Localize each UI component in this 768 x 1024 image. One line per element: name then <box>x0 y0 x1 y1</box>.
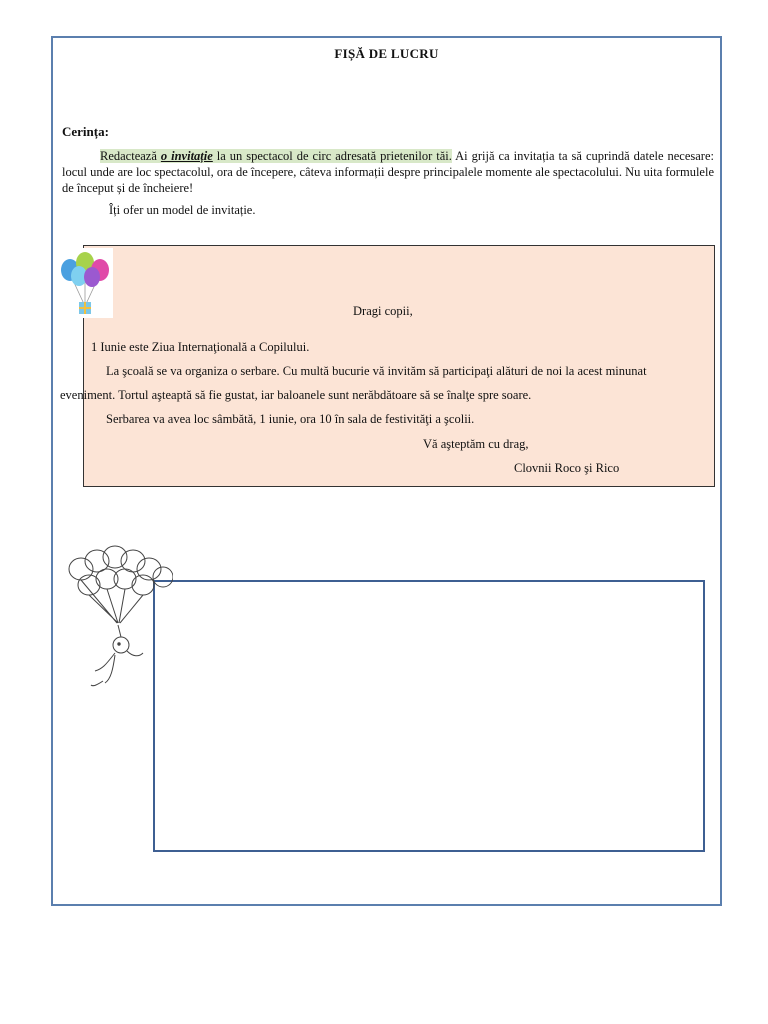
invitation-closing: Vă aşteptăm cu drag, <box>423 437 529 451</box>
worksheet-frame <box>51 36 722 906</box>
task-highlight <box>100 149 452 163</box>
task-emphasis: o invitație <box>160 149 213 163</box>
invitation-greeting: Dragi copii, <box>353 304 413 318</box>
invitation-line-2a: La şcoală se va organiza o serbare. Cu multă bucurie vă invităm să participaţi alături de noi la acest minunat <box>106 364 647 378</box>
invitation-line-2b: eveniment. Tortul aşteaptă să fie gustat, iar baloanele sunt nerăbdătoare să se înalţe spre soare. <box>60 388 532 402</box>
monkey-with-balloons-icon <box>63 545 173 695</box>
task-after-emphasis: la un spectacol de circ adresată prietenilor tăi. <box>212 149 452 163</box>
balloons-gift-icon <box>57 248 113 318</box>
model-intro: Îți ofer un model de invitație. <box>109 203 256 217</box>
writing-box[interactable] <box>153 580 705 852</box>
requirement-label: Cerința: <box>62 124 109 139</box>
task-before-emphasis: Redactează <box>100 149 161 163</box>
worksheet-title: FIȘĂ DE LUCRU <box>334 46 439 61</box>
invitation-line-1: 1 Iunie este Ziua Internaţională a Copilului. <box>91 340 310 354</box>
invitation-signature: Clovnii Roco şi Rico <box>514 461 620 475</box>
task-rest: Ai grijă ca invitația ta să cuprindă datele necesare: locul unde are loc spectacolul, ora de începere, câteva informații despre principalele momente ale spectacolului. Nu uita formulele de început și de încheiere! <box>62 149 714 195</box>
task-paragraph <box>62 148 714 196</box>
invitation-line-3: Serbarea va avea loc sâmbătă, 1 iunie, ora 10 în sala de festivităţi a şcolii. <box>106 412 475 426</box>
